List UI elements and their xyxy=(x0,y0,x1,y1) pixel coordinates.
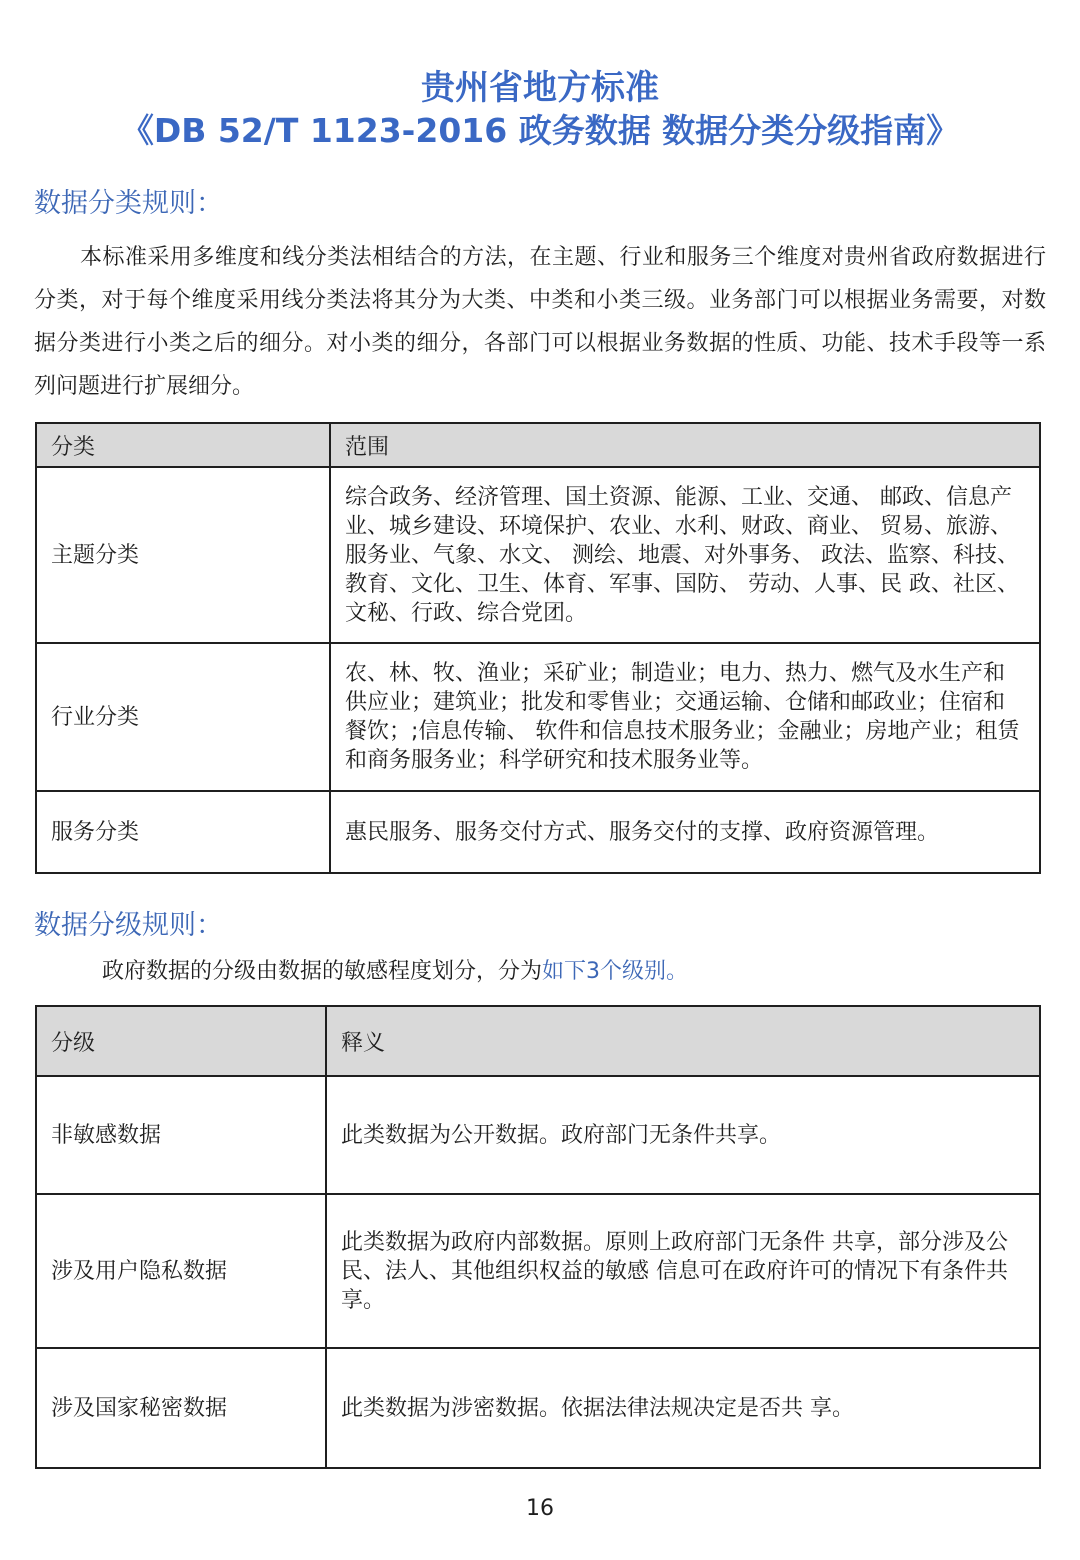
column-header-level: 分级 xyxy=(36,1006,326,1076)
row-meaning: 此类数据为政府内部数据。原则上政府部门无条件 共享，部分涉及公民、法人、其他组织权益的敏感 信息可在政府许可的情况下有条件共享。 xyxy=(326,1194,1040,1348)
table-row xyxy=(36,791,1040,873)
row-level: 涉及用户隐私数据 xyxy=(36,1194,326,1348)
row-category: 主题分类 xyxy=(36,467,330,643)
row-meaning: 此类数据为涉密数据。依据法律法规决定是否共 享。 xyxy=(326,1348,1040,1468)
grading-table xyxy=(35,1005,1041,1469)
table-row xyxy=(36,643,1040,791)
row-level: 非敏感数据 xyxy=(36,1076,326,1194)
row-level: 涉及国家秘密数据 xyxy=(36,1348,326,1468)
column-header-meaning: 释义 xyxy=(326,1006,1040,1076)
classification-table xyxy=(35,422,1041,874)
document-title: 贵州省地方标准 xyxy=(421,68,659,108)
classification-paragraph: 本标准采用多维度和线分类法相结合的方法，在主题、行业和服务三个维度对贵州省政府数据进行 分类，对于每个维度采用线分类法将其分为大类、中类和小类三级。业务部门可以根据业务需要，对数 据分类进行小类之后的细分。对小类的细分，各部门可以根据业务数据的性质、功能、技术手段等一系 列问题进行扩展细分。 xyxy=(34,245,1046,399)
table-row xyxy=(36,1194,1040,1348)
grading-intro-text: 政府数据的分级由数据的敏感程度划分，分为 xyxy=(102,959,543,984)
grading-intro xyxy=(102,953,688,991)
table-row xyxy=(36,467,1040,643)
table-header-row xyxy=(36,1006,1040,1076)
table-row xyxy=(36,1348,1040,1468)
grading-intro-highlight: 如下3个级别。 xyxy=(542,959,689,984)
column-header-category: 分类 xyxy=(36,423,330,467)
row-scope: 综合政务、经济管理、国土资源、能源、工业、交通、 邮政、信息产业、城乡建设、环境保护、农业、水利、财政、商业、 贸易、旅游、服务业、气象、水文、 测绘、地震、对外事务、 政法、监察、科技、教育、文化、卫生、体育、军事、国防、 劳动、人事、民 政、社区、文秘、行政、综合党团。 xyxy=(330,467,1040,643)
page-number: 16 xyxy=(526,1496,554,1521)
grading-heading: 数据分级规则： xyxy=(34,910,223,941)
row-meaning: 此类数据为公开数据。政府部门无条件共享。 xyxy=(326,1076,1040,1194)
table-row xyxy=(36,1076,1040,1194)
row-category: 服务分类 xyxy=(36,791,330,873)
row-scope: 惠民服务、服务交付方式、服务交付的支撑、政府资源管理。 xyxy=(330,791,1040,873)
row-category: 行业分类 xyxy=(36,643,330,791)
row-scope: 农、林、牧、渔业；采矿业；制造业；电力、热力、燃气及水生产和供应业；建筑业；批发和零售业；交通运输、仓储和邮政业；住宿和餐饮；;信息传输、 软件和信息技术服务业；金融业；房地产业；租赁和商务服务业；科学研究和技术服务业等。 xyxy=(330,643,1040,791)
table-header-row xyxy=(36,423,1040,467)
column-header-scope: 范围 xyxy=(330,423,1040,467)
document-subtitle: 《DB 52/T 1123-2016 政务数据 数据分类分级指南》 xyxy=(120,111,960,150)
classification-heading: 数据分类规则： xyxy=(34,188,223,219)
